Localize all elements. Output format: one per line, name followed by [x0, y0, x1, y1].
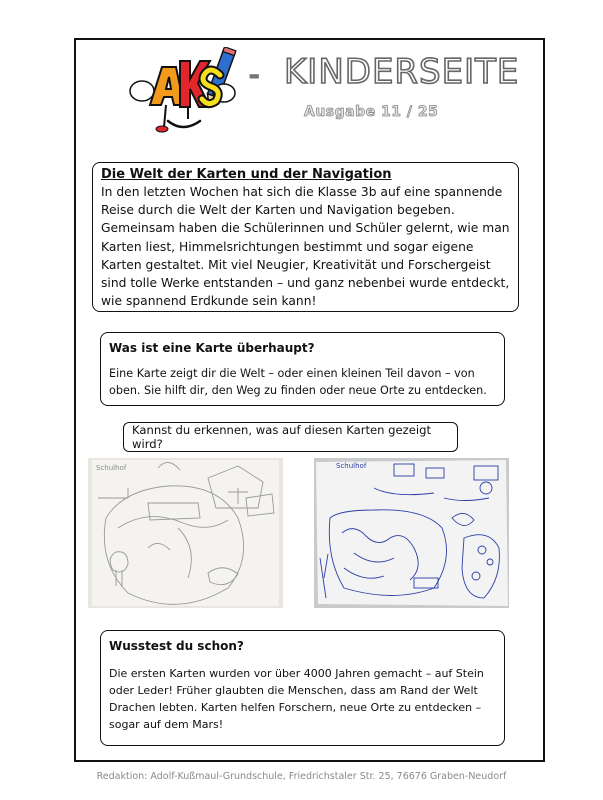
title-dash: - [248, 58, 261, 93]
question-text: Kannst du erkennen, was auf diesen Karten gezeigt wird? [132, 423, 432, 451]
intro-heading: Die Welt der Karten und der Navigation [101, 167, 392, 182]
aks-logo [128, 47, 238, 135]
map-drawing-right-image [314, 458, 509, 608]
fact-heading: Wusstest du schon? [109, 639, 244, 653]
karte-text: Eine Karte zeigt dir die Welt – oder einen kleinen Teil davon – von oben. Sie hilft dir, den Weg zu finden oder neue Orte zu entdecken. [109, 367, 487, 397]
intro-text: In den letzten Wochen hat sich die Klasse 3b auf eine spannende Reise durch die Welt der Karten und Navigation begeben. Gemeinsam haben die Schülerinnen und Schüler gelernt, wie man Karten liest, Himmelsrichtungen bestimmt und sogar eigene Karten gestaltet. Mit viel Neugier, Kreativität und Forschergeist sind tolle Werke entstanden – und ganz nebenbei wurde entdeckt, wie spannend Erdkunde sein kann! [101, 185, 510, 309]
karte-box [100, 332, 505, 406]
map-drawing-left-image [88, 458, 283, 608]
fact-box [100, 630, 505, 746]
left-map-caption: Schulhof [96, 464, 127, 472]
right-map-caption: Schulhof [336, 462, 367, 470]
fact-text: Die ersten Karten wurden vor über 4000 Jahren gemacht – auf Stein oder Leder! Früher glaubten die Menschen, dass am Rand der Welt Drachen lebten. Karten helfen Forschern, neue Orte zu entdecken – sogar auf dem Mars! [109, 667, 484, 731]
intro-box [92, 162, 519, 312]
footer-text: Redaktion: Adolf-Kußmaul-Grundschule, Friedrichstaler Str. 25, 76676 Graben-Neudorf [96, 771, 507, 782]
karte-heading: Was ist eine Karte überhaupt? [109, 341, 315, 355]
page-title: KINDERSEITE [284, 52, 520, 92]
issue-number: Ausgabe 11 / 25 [304, 104, 439, 120]
footer-credits [0, 770, 603, 782]
question-box [123, 422, 458, 452]
